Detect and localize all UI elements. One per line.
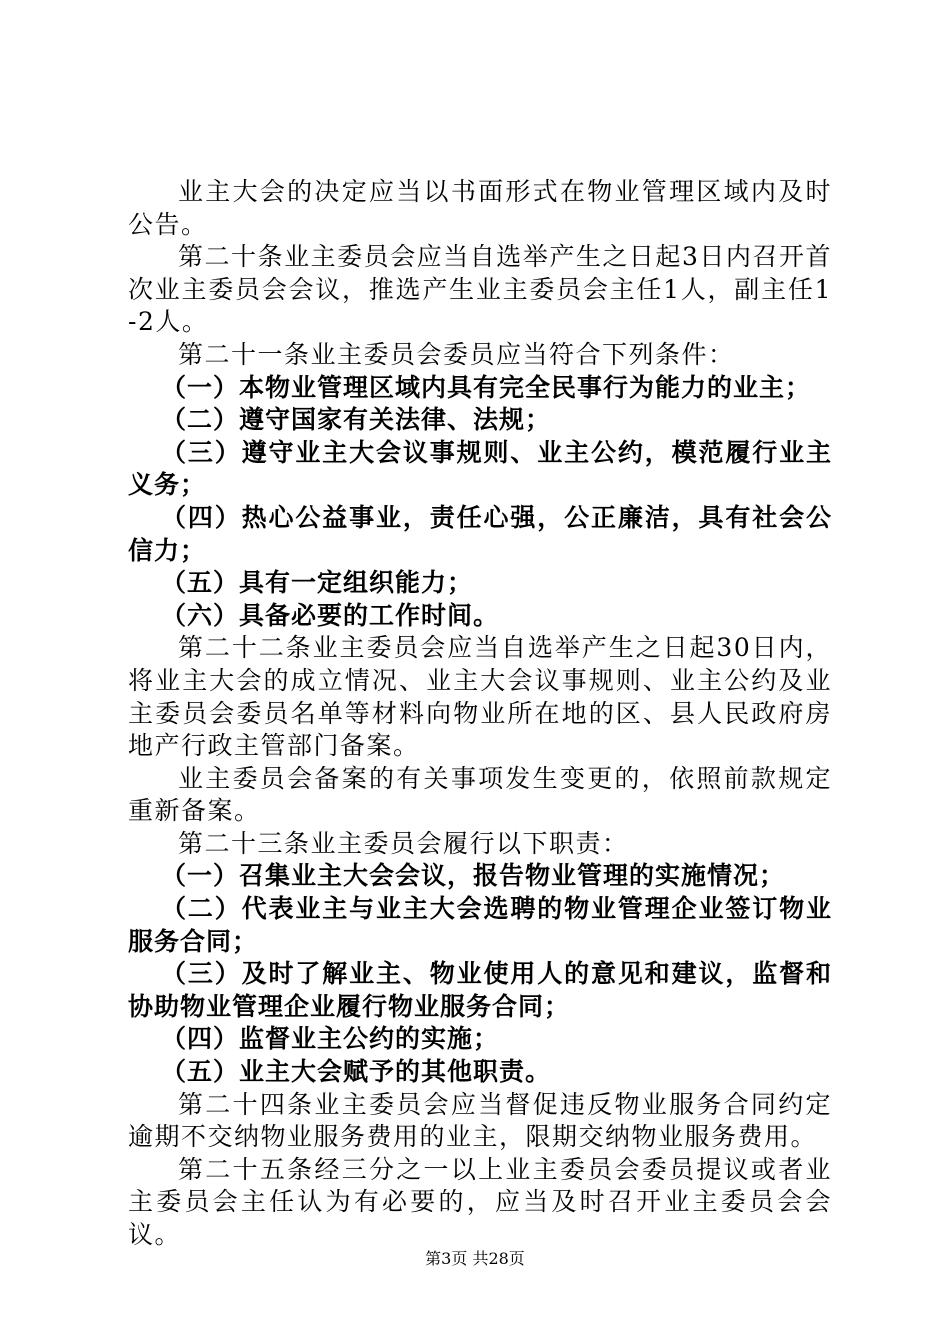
list-item: （四）监督业主公约的实施； bbox=[161, 1024, 500, 1054]
paragraph: 第二十四条业主委员会应当督促违反物业服务合同约定逾期不交纳物业服务费用的业主，限期交纳物业服务费用。 bbox=[128, 1089, 832, 1152]
list-item: （三）及时了解业主、物业使用人的意见和建议，监督和协助物业管理企业履行物业服务合同； bbox=[128, 959, 832, 1021]
document-body bbox=[128, 176, 832, 1252]
list-item: （三）遵守业主大会议事规则、业主公约，模范履行业主义务； bbox=[128, 437, 832, 500]
list-item: （五）具有一定组织能力； bbox=[161, 568, 474, 598]
list-item: （四）热心公益事业，责任心强，公正廉洁，具有社会公信力； bbox=[128, 502, 832, 565]
paragraph: 业主大会的决定应当以书面形式在物业管理区域内及时公告。 bbox=[128, 177, 832, 239]
paragraph: 第二十二条业主委员会应当自选举产生之日起30日内，将业主大会的成立情况、业主大会议事规则、业主公约及业主委员会委员名单等材料向物业所在地的区、县人民政府房地产行政主管部门备案。 bbox=[128, 633, 832, 761]
page-footer: 第3页 共28页 bbox=[425, 1249, 525, 1268]
paragraph: 第二十一条业主委员会委员应当符合下列条件： bbox=[178, 339, 735, 369]
list-item: （五）业主大会赋予的其他职责。 bbox=[161, 1057, 552, 1087]
list-item: （六）具备必要的工作时间。 bbox=[161, 600, 500, 630]
list-item: （二）代表业主与业主大会选聘的物业管理企业签订物业服务合同； bbox=[128, 894, 832, 956]
list-item: （二）遵守国家有关法律、法规； bbox=[161, 405, 552, 435]
list-item: （一）本物业管理区域内具有完全民事行为能力的业主； bbox=[161, 372, 812, 402]
paragraph: 第二十五条经三分之一以上业主委员会委员提议或者业主委员会主任认为有必要的，应当及时召开业主委员会会议。 bbox=[128, 1154, 832, 1249]
paragraph: 第二十三条业主委员会履行以下职责： bbox=[178, 828, 629, 858]
list-item: （一）召集业主大会会议，报告物业管理的实施情况； bbox=[161, 861, 786, 891]
paragraph: 第二十条业主委员会应当自选举产生之日起3日内召开首次业主委员会会议，推选产生业主委员会主任1人，副主任1-2人。 bbox=[128, 242, 832, 337]
paragraph: 业主委员会备案的有关事项发生变更的，依照前款规定重新备案。 bbox=[128, 763, 832, 826]
